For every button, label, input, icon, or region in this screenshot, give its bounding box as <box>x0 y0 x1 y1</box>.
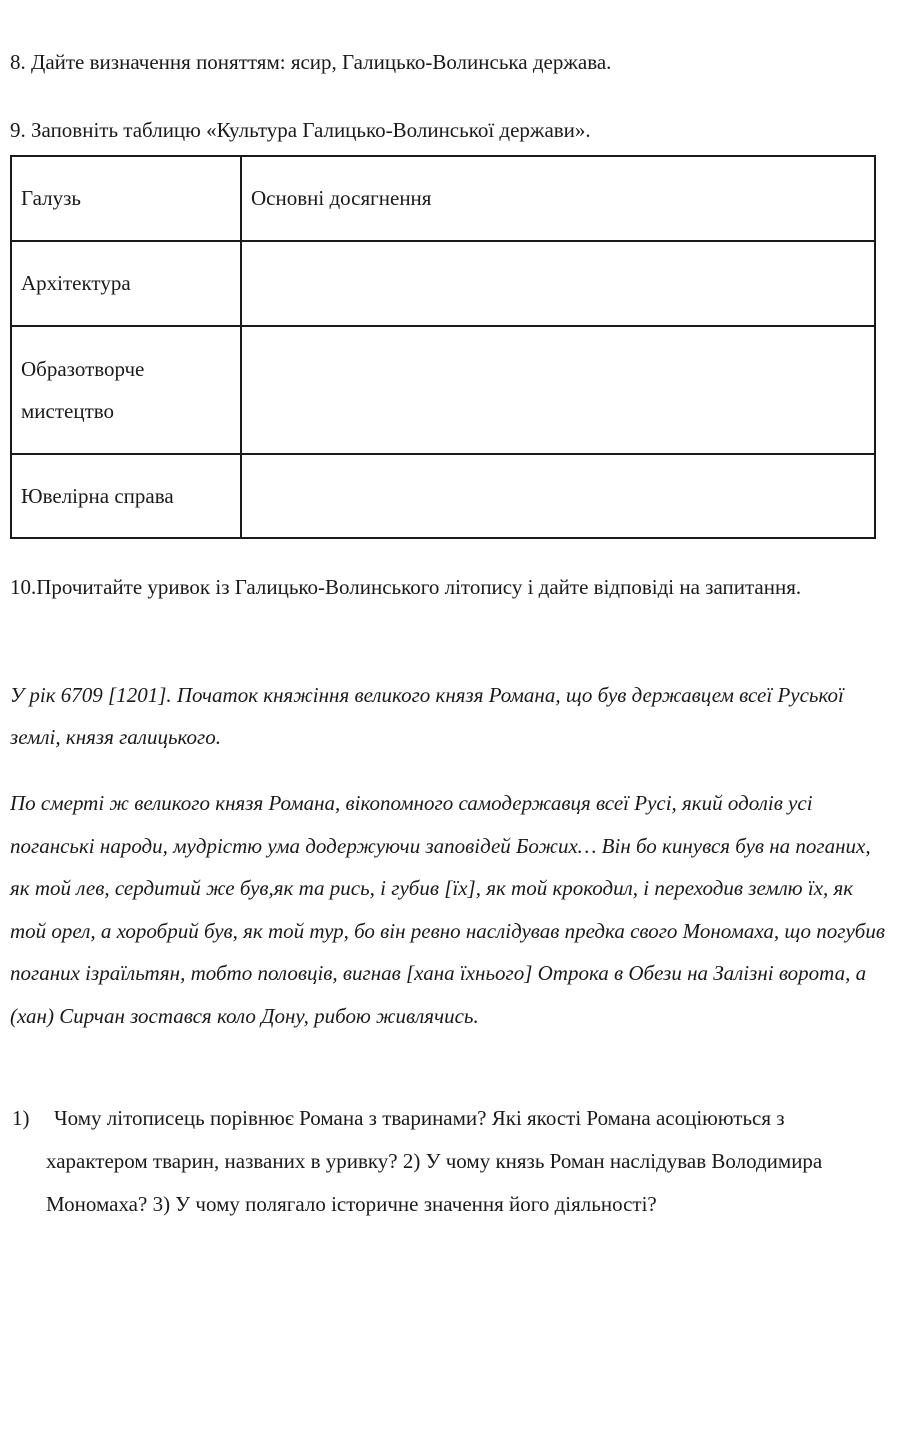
branch-cell: Ювелірна справа <box>11 454 241 538</box>
excerpt-paragraph-1: У рік 6709 [1201]. Початок княжіння великого князя Романа, що був державцем всеї Руської землі, князя галицького. <box>10 683 844 749</box>
table-row <box>11 326 875 454</box>
table-row <box>11 241 875 326</box>
branch-cell: Архітектура <box>11 241 241 326</box>
branch-line-1: Образотворче <box>21 357 145 381</box>
table-row <box>11 454 875 538</box>
branch-cell <box>11 326 241 454</box>
excerpt-paragraph-2: По смерті ж великого князя Романа, вікопомного самодержавця всеї Русі, який одолів усі поганські народи, мудрістю ума додержуючи заповідей Божих… Він бо кинувся був на поганих, як той лев, сердитий же був,як та рись, і губив [їх], як той крокодил, і переходив землю їх, як той орел, а хоробрий був, як той тур, бо він ревно наслідував предка свого Мономаха, що погубив поганих ізраїльтян, тобто половців, вигнав [хана їхнього] Отрока в Обези на Залізні ворота, а (хан) Сирчан зостався коло Дону, рибою живлячись. <box>10 791 885 1028</box>
question-9: 9. Заповніть таблицю «Культура Галицько-Волинської держави». <box>10 118 591 142</box>
question-8: 8. Дайте визначення поняттям: ясир, Галицько-Волинська держава. <box>10 50 612 74</box>
branch-line-2: мистецтво <box>21 399 115 423</box>
achievements-cell[interactable] <box>241 326 875 454</box>
culture-table <box>10 155 876 539</box>
tasks-list <box>10 1097 890 1226</box>
task-text: Чому літописець порівнює Романа з тваринами? Які якості Романа асоціюються з характером тварин, названих в уривку? 2) У чому князь Роман наслідував Володимира Мономаха? 3) У чому полягало історичне значення його діяльності? <box>46 1106 823 1216</box>
task-number: 1) <box>12 1106 30 1130</box>
header-branch: Галузь <box>11 156 241 241</box>
table-header-row <box>11 156 875 241</box>
achievements-cell[interactable] <box>241 454 875 538</box>
header-achievements: Основні досягнення <box>241 156 875 241</box>
question-10: 10.Прочитайте уривок із Галицько-Волинського літопису і дайте відповіді на запитання. <box>10 575 802 599</box>
achievements-cell[interactable] <box>241 241 875 326</box>
